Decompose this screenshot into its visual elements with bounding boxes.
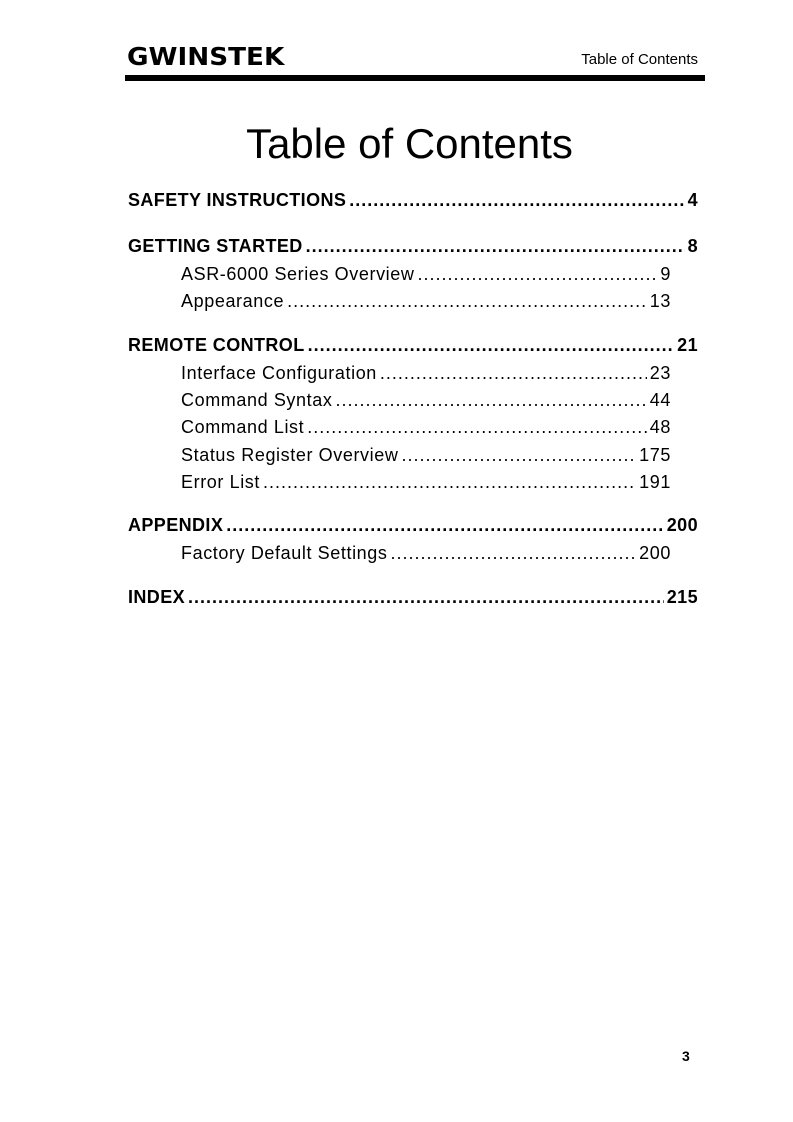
toc-entry[interactable] bbox=[181, 543, 671, 567]
toc-entry-page: 191 bbox=[639, 472, 671, 492]
toc-entry-page: 200 bbox=[666, 515, 698, 535]
toc-entry-label: Error List bbox=[181, 472, 261, 492]
toc-entry-label: Interface Configuration bbox=[181, 363, 377, 383]
toc-leader-dots bbox=[380, 363, 647, 384]
toc-leader-dots bbox=[391, 543, 637, 564]
toc-entry[interactable] bbox=[128, 190, 698, 214]
toc-entry-page: 23 bbox=[649, 363, 671, 383]
toc-entry[interactable] bbox=[181, 417, 671, 441]
toc-entry-page: 13 bbox=[649, 291, 671, 311]
toc-leader-dots bbox=[418, 264, 658, 285]
brand-logo: GWINSTEK bbox=[127, 42, 285, 71]
toc-entry-label: GETTING STARTED bbox=[128, 236, 303, 256]
toc-leader-dots bbox=[306, 236, 685, 257]
toc-entry[interactable] bbox=[181, 390, 671, 414]
toc-entry-label: ASR-6000 Series Overview bbox=[181, 264, 415, 284]
toc-leader-dots bbox=[226, 515, 664, 536]
toc-entry-page: 21 bbox=[677, 335, 698, 355]
toc-leader-dots bbox=[401, 445, 636, 466]
toc-entry-page: 48 bbox=[649, 417, 671, 437]
toc-leader-dots bbox=[263, 472, 636, 493]
toc-entry[interactable] bbox=[181, 264, 671, 288]
toc-entry-page: 9 bbox=[660, 264, 671, 284]
toc-leader-dots bbox=[308, 335, 675, 356]
toc-leader-dots bbox=[287, 291, 647, 312]
toc-entry[interactable] bbox=[128, 335, 698, 359]
toc-entry-label: Status Register Overview bbox=[181, 445, 399, 465]
toc-entry[interactable] bbox=[128, 587, 698, 611]
toc-entry[interactable] bbox=[181, 291, 671, 315]
toc-entry-label: APPENDIX bbox=[128, 515, 224, 535]
page-number: 3 bbox=[682, 1048, 690, 1064]
toc-leader-dots bbox=[188, 587, 664, 608]
toc-leader-dots bbox=[335, 390, 646, 411]
toc-entry-page: 215 bbox=[666, 587, 698, 607]
toc-entry-label: Appearance bbox=[181, 291, 285, 311]
page-title: Table of Contents bbox=[246, 120, 573, 167]
header-rule bbox=[125, 75, 705, 81]
toc-entry[interactable] bbox=[181, 472, 671, 496]
toc-entry-page: 44 bbox=[649, 390, 671, 410]
toc-entry[interactable] bbox=[181, 363, 671, 387]
toc-entry-page: 200 bbox=[639, 543, 671, 563]
toc-entry-label: Factory Default Settings bbox=[181, 543, 388, 563]
toc-entry-page: 175 bbox=[639, 445, 671, 465]
running-header: Table of Contents bbox=[581, 51, 698, 68]
toc-entry-label: Command Syntax bbox=[181, 390, 333, 410]
toc-entry[interactable] bbox=[128, 515, 698, 539]
toc-entry-label: SAFETY INSTRUCTIONS bbox=[128, 190, 347, 210]
toc-leader-dots bbox=[307, 417, 647, 438]
toc-leader-dots bbox=[349, 190, 684, 211]
toc-entry-label: Command List bbox=[181, 417, 305, 437]
toc-entry-page: 4 bbox=[687, 190, 698, 210]
toc-entry-label: INDEX bbox=[128, 587, 186, 607]
toc-entry-page: 8 bbox=[687, 236, 698, 256]
toc-entry[interactable] bbox=[128, 236, 698, 260]
toc-entry[interactable] bbox=[181, 445, 671, 469]
toc-entry-label: REMOTE CONTROL bbox=[128, 335, 305, 355]
